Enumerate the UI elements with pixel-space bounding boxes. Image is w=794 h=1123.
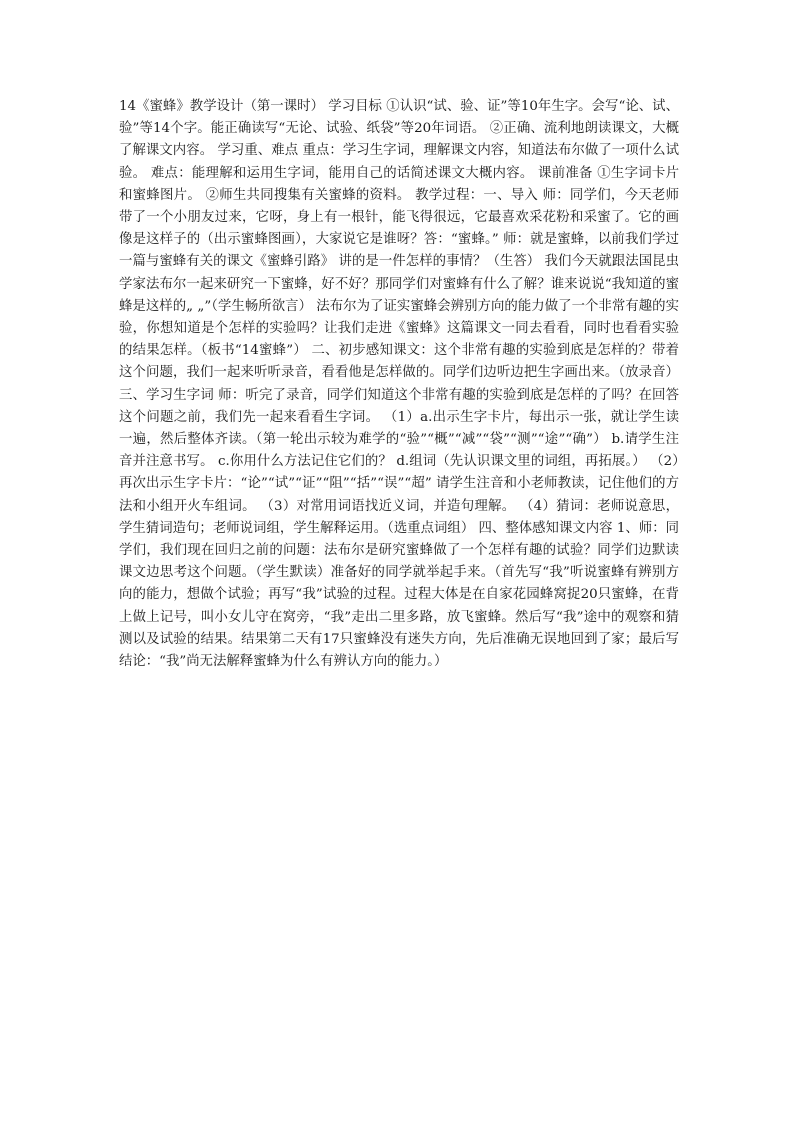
lesson-plan-body-text: 14《蜜蜂》教学设计（第一课时） 学习目标 ①认识“试、验、证”等10年生字。会写“论、试、验”等14个字。能正确读写“无论、试验、纸袋”等20年词语。 ②正确、流利地朗读课文，大概了解课文内容。 学习重、难点 重点：学习生字词，理解课文内容，知道法布尔做了一项什么试验。 难点：能理解和运用生字词，能用自己的话简述课文大概内容。 课前准备 ①生字词卡片和蜜蜂图片。 ②师生共同搜集有关蜜蜂的资料。 教学过程：一、导入 师：同学们，今天老师带了一个小朋友过来，它呀，身上有一根针，能飞得很远，它最喜欢采花粉和采蜜了。它的画像是这样子的（出示蜜蜂图画），大家说它是谁呀？答：“蜜蜂。” 师：就是蜜蜂，以前我们学过一篇与蜜蜂有关的课文《蜜蜂引路》 讲的是一件怎样的事情？（生答） 我们今天就跟法国昆虫学家法布尔一起来研究一下蜜蜂，好不好？那同学们对蜜蜂有什么了解？谁来说说“我知道的蜜蜂是这样的„ „”（学生畅所欲言） 法布尔为了证实蜜蜂会辨别方向的能力做了一个非常有趣的实验，你想知道是个怎样的实验吗？让我们走进《蜜蜂》这篇课文一同去看看，同时也看看实验的结果怎样。（板书“14蜜蜂”） 二、初步感知课文：这个非常有趣的实验到底是怎样的？带着这个问题，我们一起来听听录音，看看他是怎样做的。同学们边听边把生字画出来。（放录音） 三、学习生字词 师：听完了录音，同学们知道这个非常有趣的实验到底是怎样的了吗？在回答这个问题之前，我们先一起来看看生字词。 （1）a.出示生字卡片，每出示一张，就让学生读一遍，然后整体齐读。（第一轮出示较为难学的“验”“概”“减”“袋”“测”“途”“确”） b.请学生注音并注意书写。 c.你用什么方法记住它们的？ d.组词（先认识课文里的词组，再拓展。） （2）再次出示生字卡片：“论”“试”“证”“阻”“括”“误”“超” 请学生注音和小老师教读，记住他们的方法和小组开火车组词。 （3）对常用词语找近义词，并造句理解。 （4）猜词：老师说意思，学生猜词造句；老师说词组，学生解释运用。（选重点词组） 四、整体感知课文内容 1、师：同学们，我们现在回归之前的问题：法布尔是研究蜜蜂做了一个怎样有趣的试验？同学们边默读课文边思考这个问题。（学生默读）准备好的同学就举起手来。（首先写“我”听说蜜蜂有辨别方向的能力，想做个试验；再写“我”试验的过程。过程大体是在自家花园蜂窝捉20只蜜蜂，在背上做上记号，叫小女儿守在窝旁，“我”走出二里多路，放飞蜜蜂。然后写“我”途中的观察和猜测以及试验的结果。结果第二天有17只蜜蜂没有迷失方向，先后准确无误地回到了家；最后写结论：“我”尚无法解释蜜蜂为什么有辨认方向的能力。） xyxy=(119,99,679,670)
